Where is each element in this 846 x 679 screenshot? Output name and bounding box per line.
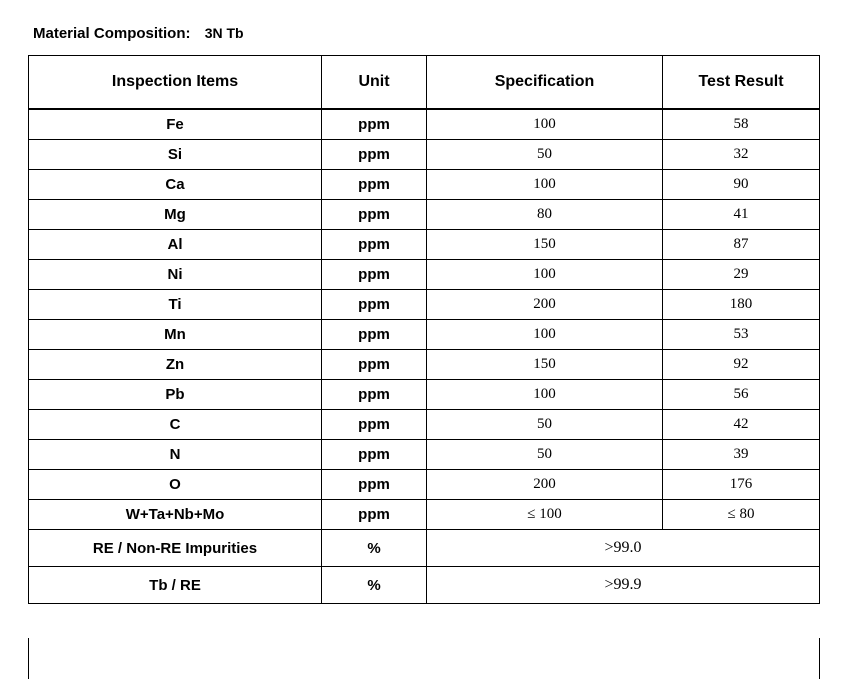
item-cell: Pb — [29, 380, 322, 410]
item-cell: W+Ta+Nb+Mo — [29, 500, 322, 530]
spec-cell: 100 — [427, 109, 663, 140]
item-cell: Tb / RE — [29, 567, 322, 604]
spec-cell: 100 — [427, 320, 663, 350]
unit-cell: ppm — [322, 350, 427, 380]
result-cell: ≤ 80 — [663, 500, 820, 530]
table-row — [29, 290, 820, 320]
unit-cell: ppm — [322, 320, 427, 350]
unit-cell: ppm — [322, 380, 427, 410]
spec-cell: 200 — [427, 470, 663, 500]
table-row — [29, 230, 820, 260]
spec-cell: 80 — [427, 200, 663, 230]
item-cell: Fe — [29, 109, 322, 140]
item-cell: RE / Non-RE Impurities — [29, 530, 322, 567]
unit-cell: % — [322, 567, 427, 604]
spec-cell: 50 — [427, 440, 663, 470]
material-composition-label: Material Composition: — [33, 25, 191, 42]
item-cell: C — [29, 410, 322, 440]
spec-cell: 50 — [427, 140, 663, 170]
table-row — [29, 140, 820, 170]
unit-cell: ppm — [322, 140, 427, 170]
spec-cell: ≤ 100 — [427, 500, 663, 530]
table-row — [29, 440, 820, 470]
inspection-table — [28, 55, 820, 604]
spec-cell: 150 — [427, 350, 663, 380]
result-cell: 90 — [663, 170, 820, 200]
unit-cell: ppm — [322, 470, 427, 500]
spec-cell: 100 — [427, 380, 663, 410]
header-unit: Unit — [322, 56, 427, 110]
header-inspection-items: Inspection Items — [29, 56, 322, 110]
result-cell: 87 — [663, 230, 820, 260]
result-cell: 53 — [663, 320, 820, 350]
result-cell: 41 — [663, 200, 820, 230]
unit-cell: ppm — [322, 440, 427, 470]
result-cell: 58 — [663, 109, 820, 140]
unit-cell: ppm — [322, 170, 427, 200]
result-cell: 42 — [663, 410, 820, 440]
table-row — [29, 320, 820, 350]
spec-cell: 100 — [427, 170, 663, 200]
item-cell: O — [29, 470, 322, 500]
unit-cell: ppm — [322, 200, 427, 230]
table-row — [29, 170, 820, 200]
item-cell: Ca — [29, 170, 322, 200]
unit-cell: ppm — [322, 109, 427, 140]
item-cell: Si — [29, 140, 322, 170]
spec-cell: 200 — [427, 290, 663, 320]
table-row — [29, 500, 820, 530]
summary-row — [29, 530, 820, 567]
item-cell: Mn — [29, 320, 322, 350]
header-test-result: Test Result — [663, 56, 820, 110]
material-composition-value: 3N Tb — [204, 25, 244, 41]
spec-cell: 100 — [427, 260, 663, 290]
merged-value-cell: >99.9 — [427, 567, 820, 604]
result-cell: 56 — [663, 380, 820, 410]
unit-cell: ppm — [322, 260, 427, 290]
item-cell: N — [29, 440, 322, 470]
spec-cell: 50 — [427, 410, 663, 440]
table-row — [29, 380, 820, 410]
unit-cell: % — [322, 530, 427, 567]
cropped-heading-fragment — [400, 0, 550, 8]
merged-value-cell: >99.0 — [427, 530, 820, 567]
table-row — [29, 350, 820, 380]
result-cell: 180 — [663, 290, 820, 320]
item-cell: Ni — [29, 260, 322, 290]
result-cell: 39 — [663, 440, 820, 470]
spec-cell: 150 — [427, 230, 663, 260]
header-specification: Specification — [427, 56, 663, 110]
unit-cell: ppm — [322, 230, 427, 260]
unit-cell: ppm — [322, 500, 427, 530]
table-row — [29, 109, 820, 140]
table-row — [29, 410, 820, 440]
item-cell: Mg — [29, 200, 322, 230]
result-cell: 29 — [663, 260, 820, 290]
item-cell: Ti — [29, 290, 322, 320]
unit-cell: ppm — [322, 410, 427, 440]
item-cell: Al — [29, 230, 322, 260]
table-row — [29, 470, 820, 500]
item-cell: Zn — [29, 350, 322, 380]
summary-row — [29, 567, 820, 604]
table-row — [29, 200, 820, 230]
table-row — [29, 260, 820, 290]
result-cell: 32 — [663, 140, 820, 170]
result-cell: 176 — [663, 470, 820, 500]
table-continuation — [28, 638, 820, 679]
table-header-row — [29, 56, 820, 110]
result-cell: 92 — [663, 350, 820, 380]
material-composition — [33, 25, 244, 42]
unit-cell: ppm — [322, 290, 427, 320]
